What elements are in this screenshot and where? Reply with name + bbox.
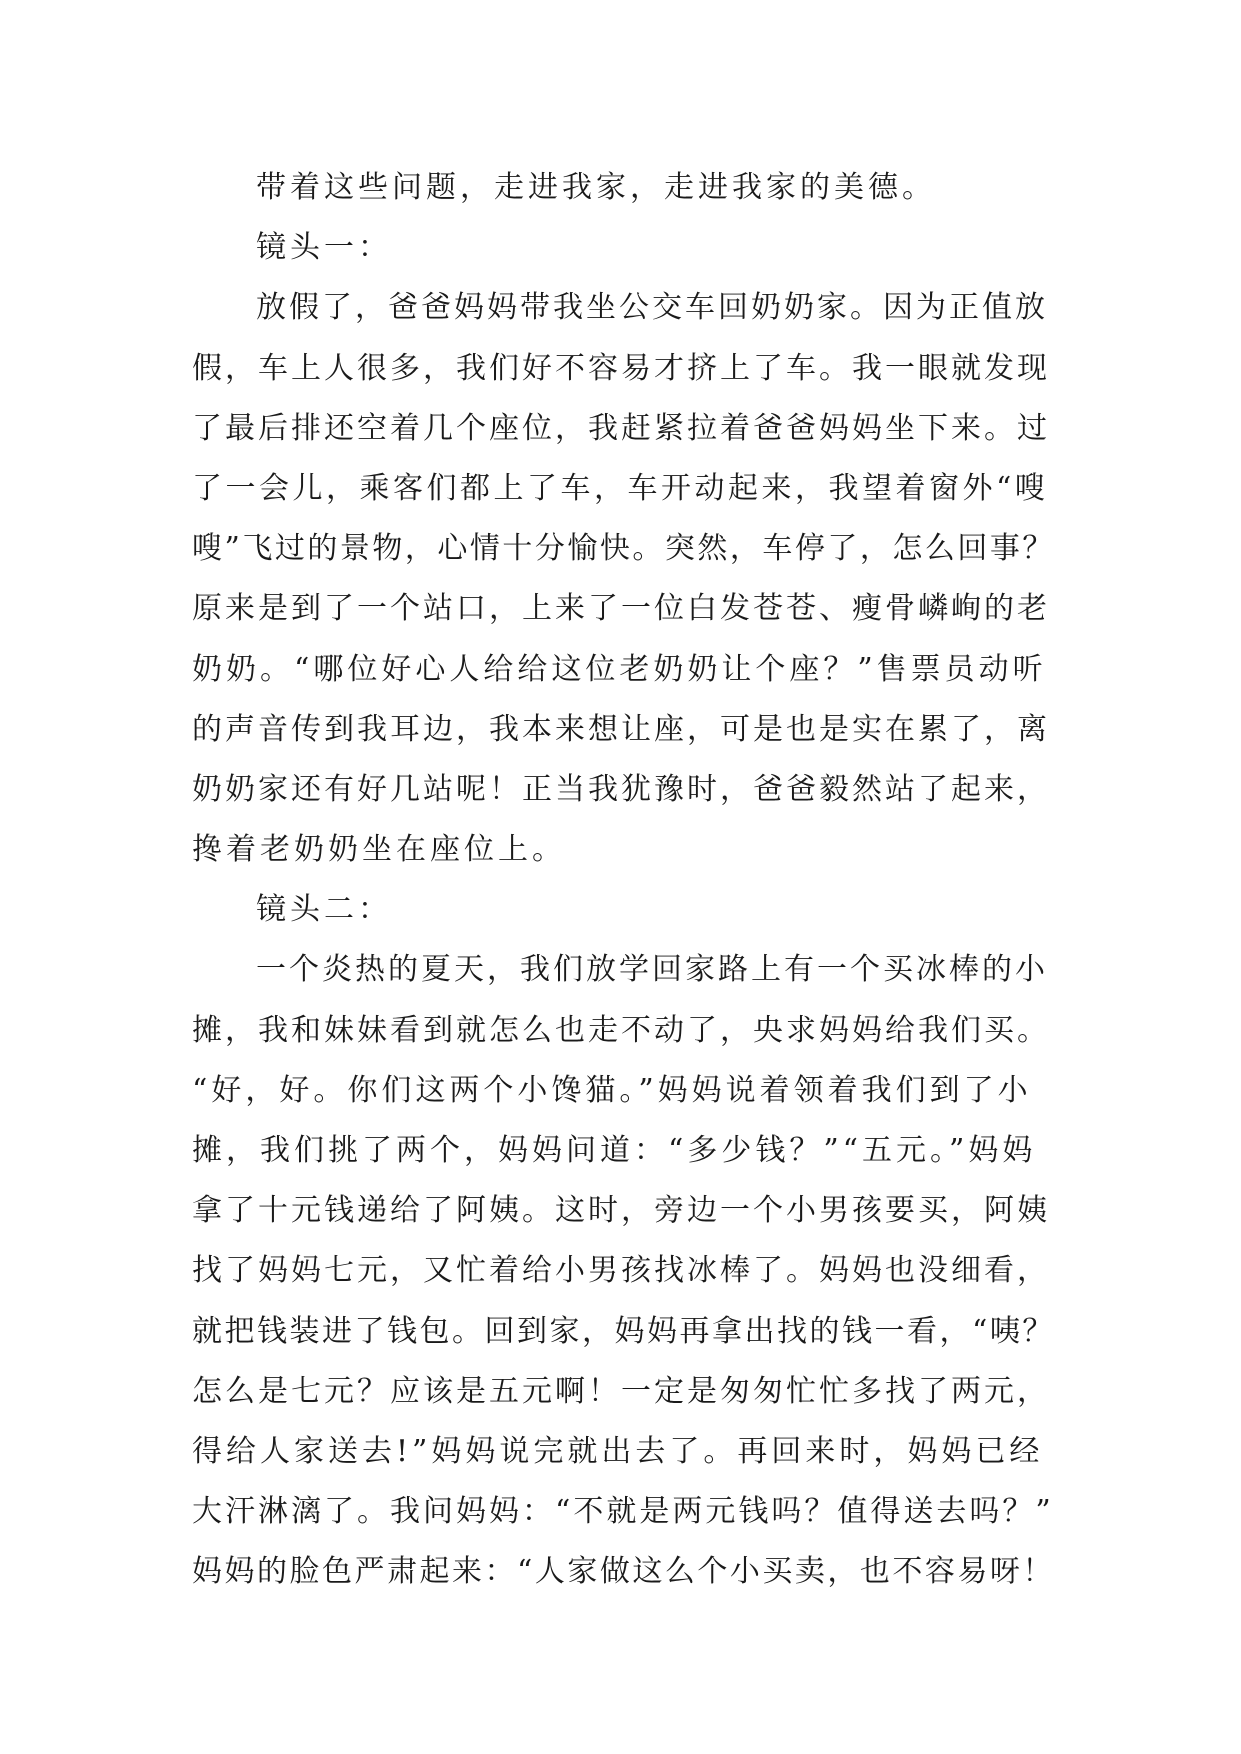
text-line: 摊，我和妹妹看到就怎么也走不动了，央求妈妈给我们买。 [192, 1012, 1050, 1048]
text-line: 大汗淋漓了。我问妈妈：“不就是两元钱吗？值得送去吗？” [192, 1494, 1054, 1530]
text-line: 奶奶。“哪位好心人给给这位老奶奶让个座？”售票员动听 [192, 651, 1047, 687]
text-line: 一个炎热的夏天，我们放学回家路上有一个买冰棒的小 [256, 952, 1048, 988]
body-text [192, 158, 1056, 1603]
text-line: 了一会儿，乘客们都上了车，车开动起来，我望着窗外“嗖 [192, 470, 1049, 506]
text-line: 镜头一： [256, 230, 392, 266]
text-line: 妈妈的脸色严肃起来：“人家做这么个小买卖，也不容易呀！ [192, 1554, 1055, 1590]
text-line: 了最后排还空着几个座位，我赶紧拉着爸爸妈妈坐下来。过 [192, 410, 1050, 446]
text-line: 假，车上人很多，我们好不容易才挤上了车。我一眼就发现 [192, 350, 1050, 386]
text-line: 摊，我们挑了两个，妈妈问道：“多少钱？”“五元。”妈妈 [192, 1133, 1037, 1168]
text-line: 的声音传到我耳边，我本来想让座，可是也是实在累了，离 [192, 711, 1050, 747]
text-line: “好，好。你们这两个小馋猫。”妈妈说着领着我们到了小 [192, 1072, 1032, 1108]
text-line: 嗖”飞过的景物，心情十分愉快。突然，车停了，怎么回事？ [192, 531, 1055, 567]
text-line: 得给人家送去!”妈妈说完就出去了。再回来时，妈妈已经 [192, 1433, 1044, 1469]
text-line: 带着这些问题，走进我家，走进我家的美德。 [256, 170, 936, 205]
text-line: 怎么是七元？应该是五元啊！一定是匆匆忙忙多找了两元， [192, 1373, 1050, 1409]
text-line: 镜头二： [256, 892, 392, 928]
text-line: 奶奶家还有好几站呢！正当我犹豫时，爸爸毅然站了起来， [192, 771, 1050, 807]
text-line: 就把钱装进了钱包。回到家，妈妈再拿出找的钱一看，“咦？ [192, 1313, 1055, 1349]
text-line: 拿了十元钱递给了阿姨。这时，旁边一个小男孩要买，阿姨 [192, 1193, 1050, 1229]
text-line: 原来是到了一个站口，上来了一位白发苍苍、瘦骨嶙峋的老 [192, 591, 1050, 627]
text-line: 搀着老奶奶坐在座位上。 [192, 832, 566, 868]
text-line: 找了妈妈七元，又忙着给小男孩找冰棒了。妈妈也没细看， [192, 1253, 1050, 1289]
text-line: 放假了，爸爸妈妈带我坐公交车回奶奶家。因为正值放 [256, 290, 1048, 326]
